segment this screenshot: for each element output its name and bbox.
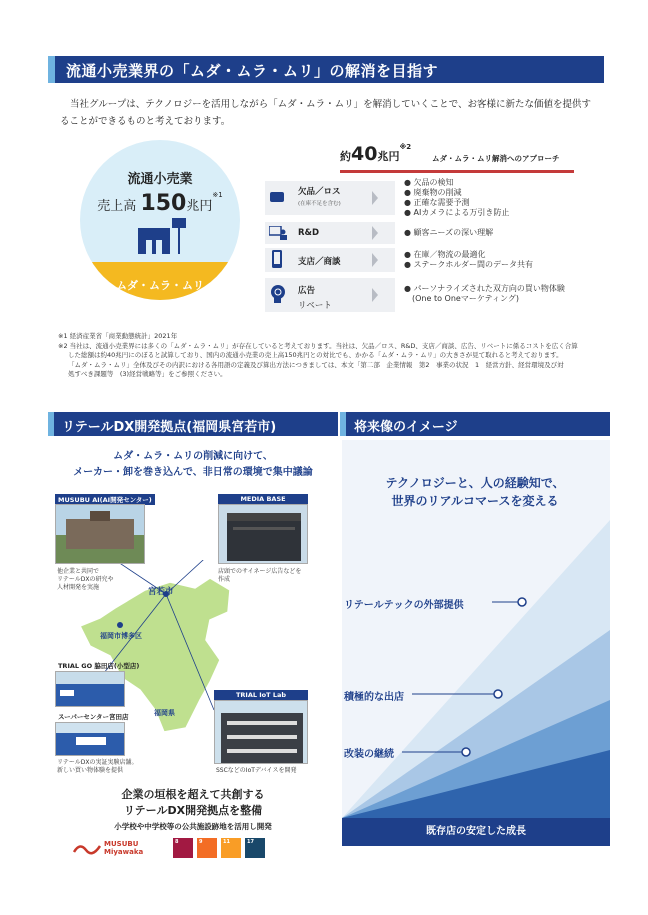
photo-label-iot: TRIAL IoT Lab	[214, 690, 308, 700]
row-label-branch: 支店／商談	[298, 257, 341, 267]
dx-bottom-3: 小学校や中学校等の公共施設跡地を活用し開発	[114, 822, 272, 831]
map-label-fukuoka: 福岡県	[154, 709, 175, 717]
dx-section-title: リテールDX開発拠点(福岡県宮若市)	[62, 420, 277, 435]
phone-icon	[270, 192, 284, 202]
future-base-label: 既存店の安定した成長	[342, 818, 610, 846]
sdg-icon-17: 17	[245, 838, 265, 858]
row-label-shortage: 欠品／ロス	[298, 187, 341, 197]
map-label-miyawaka: 宮若市	[148, 587, 174, 597]
future-section-header	[340, 412, 610, 436]
bullets-rd: ● 顧客ニーズの深い理解	[404, 228, 494, 237]
dx-headline-2: メーカー・卸を巻き込んで、非日常の環境で集中議論	[73, 467, 313, 478]
musubu-logo-mark	[72, 840, 102, 858]
row-label-rebate: リベート	[298, 301, 332, 311]
caption-musubu: 他企業と共同で リテールDXの研究や 人材開発を実施	[57, 568, 114, 591]
caption-super: リテールDXの実証実験店舗。 新しい買い物体験を提供	[57, 759, 138, 774]
chevron-right-icon	[372, 226, 378, 240]
caption-media: 店頭でのサイネージ広告などを 作成	[218, 568, 302, 583]
ai-head-icon	[270, 285, 286, 303]
intro-text: 当社グループは、テクノロジーを活用しながら「ムダ・ムラ・ムリ」を解消していくことで、お客様に新たな価値を提供することができるものと考えております。	[60, 99, 591, 127]
store-icon	[138, 218, 190, 260]
sdg-icon-9: 9	[197, 838, 217, 858]
photo-media-base	[218, 504, 308, 564]
photo-super-center	[55, 722, 125, 756]
future-title-1: テクノロジーと、人の経験知で、	[385, 476, 565, 490]
chevron-right-icon	[372, 191, 378, 205]
section-title-bar	[48, 56, 604, 83]
row-label-rd: R&D	[298, 228, 320, 238]
future-growth-chart	[342, 520, 610, 820]
caption-iot: SSCなどのIoTデバイスを開発	[216, 767, 297, 774]
future-level-1: リテールテックの外部提供	[344, 600, 464, 611]
row-sub-shortage: (在庫不足を含む)	[298, 201, 341, 207]
dx-bottom-2: リテールDX開発拠点を整備	[123, 804, 263, 817]
photo-label-musubu: MUSUBU AI(AI開発センター)	[55, 494, 155, 505]
photo-label-super: スーパーセンター宮田店	[58, 713, 129, 721]
circle-sales: 売上高 150兆円$^{※1}$	[97, 191, 223, 216]
row-label-ad: 広告	[298, 286, 316, 296]
photo-label-trialgo: TRIAL GO 脇田店(小型店)	[58, 662, 140, 670]
photo-musubu-ai	[55, 504, 145, 564]
future-level-3: 改装の継続	[344, 749, 394, 760]
circle-title: 流通小売業	[127, 172, 193, 187]
bullets-branch: ● 在庫／物流の最適化 ● ステークホルダー間のデータ共有	[404, 250, 534, 269]
waste-amount: 約40兆円$^{※2}$	[340, 143, 412, 165]
sdg-icon-8: 8	[173, 838, 193, 858]
bullets-ad: ● パーソナライズされた双方向の買い物体験 (One to Oneマーケティング)	[404, 284, 565, 303]
future-section-title: 将来像のイメージ	[354, 420, 458, 435]
page-title: 流通小売業界の「ムダ・ムラ・ムリ」の解消を目指す	[66, 62, 439, 80]
bullets-shortage: ● 欠品の検知 ● 廃棄物の削減 ● 正確な需要予測 ● AIカメラによる万引き防止	[404, 178, 510, 217]
sdg-icon-11: 11	[221, 838, 241, 858]
map-label-hakata: 福岡市博多区	[100, 632, 142, 640]
chevron-right-icon	[372, 288, 378, 302]
dx-bottom-1: 企業の垣根を超えて共創する	[121, 788, 265, 801]
dx-section-header	[48, 412, 338, 436]
photo-trial-go	[55, 671, 125, 707]
chevron-right-icon	[372, 253, 378, 267]
future-title-2: 世界のリアルコマースを変える	[391, 494, 559, 508]
footnotes: ※1 経済産業省「商業動態統計」2021年 ※2 当社は、流通小売業界には多くの「ムダ・ムラ・ムリ」が存在していると考えております。当社は、欠品／ロス、R&D、支店／商談、広告、リベートに係るコストを広く合算 した総額は約40兆円にのぼると試算しており、国内の流通小売業の売上高150兆円との対比でも、かかる「ムダ・ムラ・ムリ」の大きさが見て取れると考えております。 「ムダ・ムラ・ムリ」全体及びその内訳における各用語の定義及び算出方法につきましては、本文「第二部 企業情報 第2 事業の状況 1 経営方針、経営環境及び対 処すべき課題等 (3)経営戦略等」をご参照ください。	[58, 332, 578, 378]
dx-headline-1: ムダ・ムラ・ムリの削減に向けて、	[113, 451, 273, 462]
musubu-logo-text: MUSUBU Miyawaka	[104, 840, 144, 856]
approach-underline	[340, 170, 574, 173]
photo-label-media: MEDIA BASE	[218, 494, 308, 504]
title-accent	[48, 56, 55, 83]
future-level-2: 積極的な出店	[344, 692, 404, 703]
circle-bottom-label: ムダ・ムラ・ムリ	[116, 279, 204, 292]
photo-iot-lab	[214, 700, 308, 764]
tablet-icon	[272, 250, 282, 268]
approach-label: ムダ・ムラ・ムリ解消へのアプローチ	[432, 154, 560, 163]
monitor-person-icon	[269, 226, 287, 240]
